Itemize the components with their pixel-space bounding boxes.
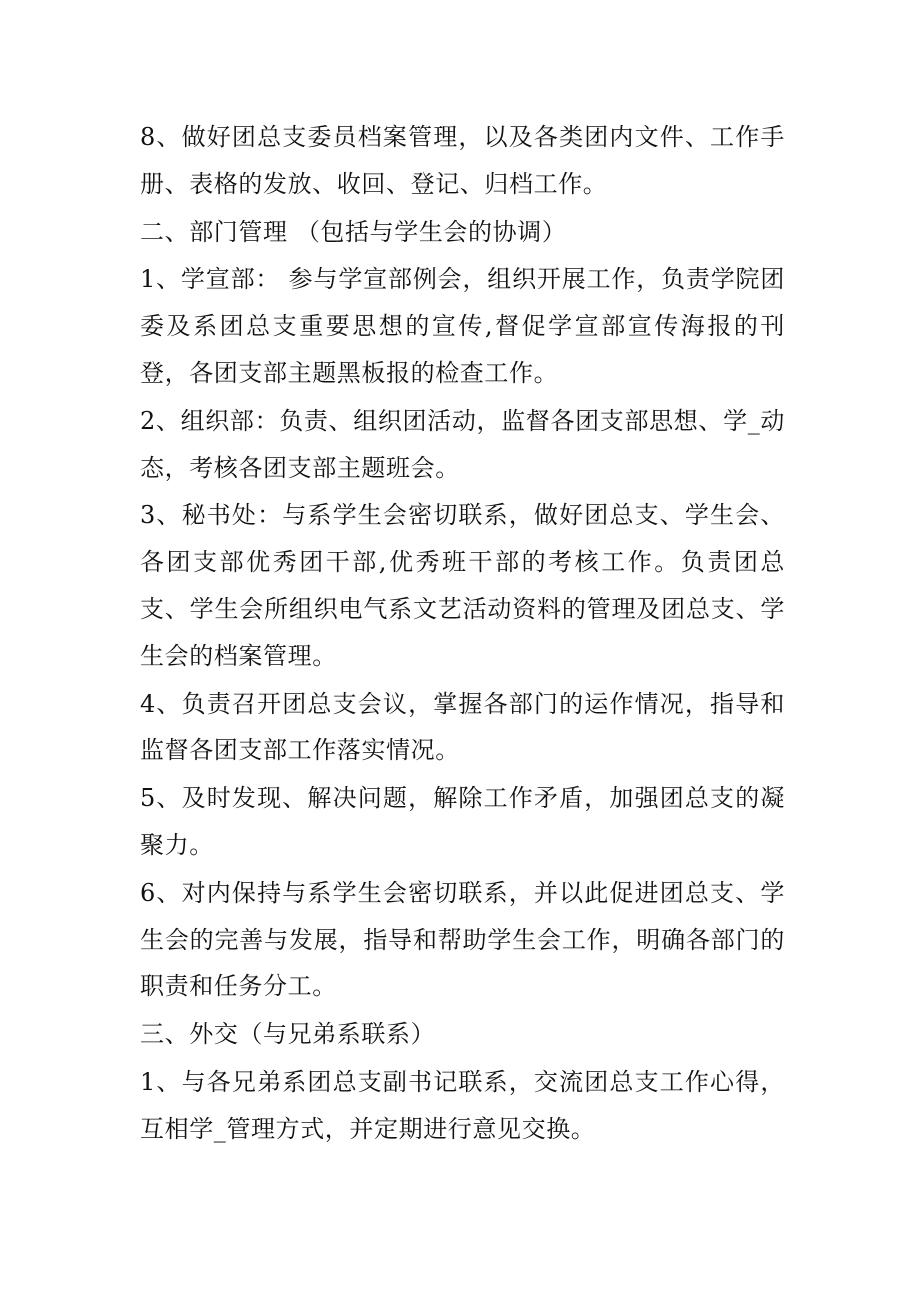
paragraph-item-1-propaganda: 1、学宣部： 参与学宣部例会，组织开展工作，负责学院团委及系团总支重要思想的宣传,督促学宣部宣传海报的刊登，各团支部主题黑板报的检查工作。 [140,265,785,387]
document-body [140,114,785,1154]
paragraph-item-6-internal-liaison: 6、对内保持与系学生会密切联系，并以此促进团总支、学生会的完善与发展，指导和帮助学生会工作，明确各部门的职责和任务分工。 [140,878,785,1001]
paragraph-item-8-archives: 8、做好团总支委员档案管理，以及各类团内文件、工作手册、表格的发放、收回、登记、归档工作。 [140,123,785,198]
section-heading-department-management: 二、部门管理 （包括与学生会的协调） [140,217,567,246]
paragraph-item-4-meetings: 4、负责召开团总支会议，掌握各部门的运作情况，指导和监督各团支部工作落实情况。 [140,689,785,765]
paragraph-item-3-secretariat: 3、秘书处：与系学生会密切联系，做好团总支、学生会、各团支部优秀团干部,优秀班干部的考核工作。负责团总支、学生会所组织电气系文艺活动资料的管理及团总支、学生会的档案管理。 [140,501,785,670]
paragraph-item-1-brother-departments: 1、与各兄弟系团总支副书记联系，交流团总支工作心得，互相学_管理方式，并定期进行意见交换。 [140,1067,785,1143]
paragraph-item-5-problems: 5、及时发现、解决问题，解除工作矛盾，加强团总支的凝聚力。 [140,784,785,859]
section-heading-external-relations: 三、外交（与兄弟系联系） [140,1020,436,1049]
paragraph-item-2-organization: 2、组织部：负责、组织团活动，监督各团支部思想、学_动态，考核各团支部主题班会。 [140,406,785,482]
